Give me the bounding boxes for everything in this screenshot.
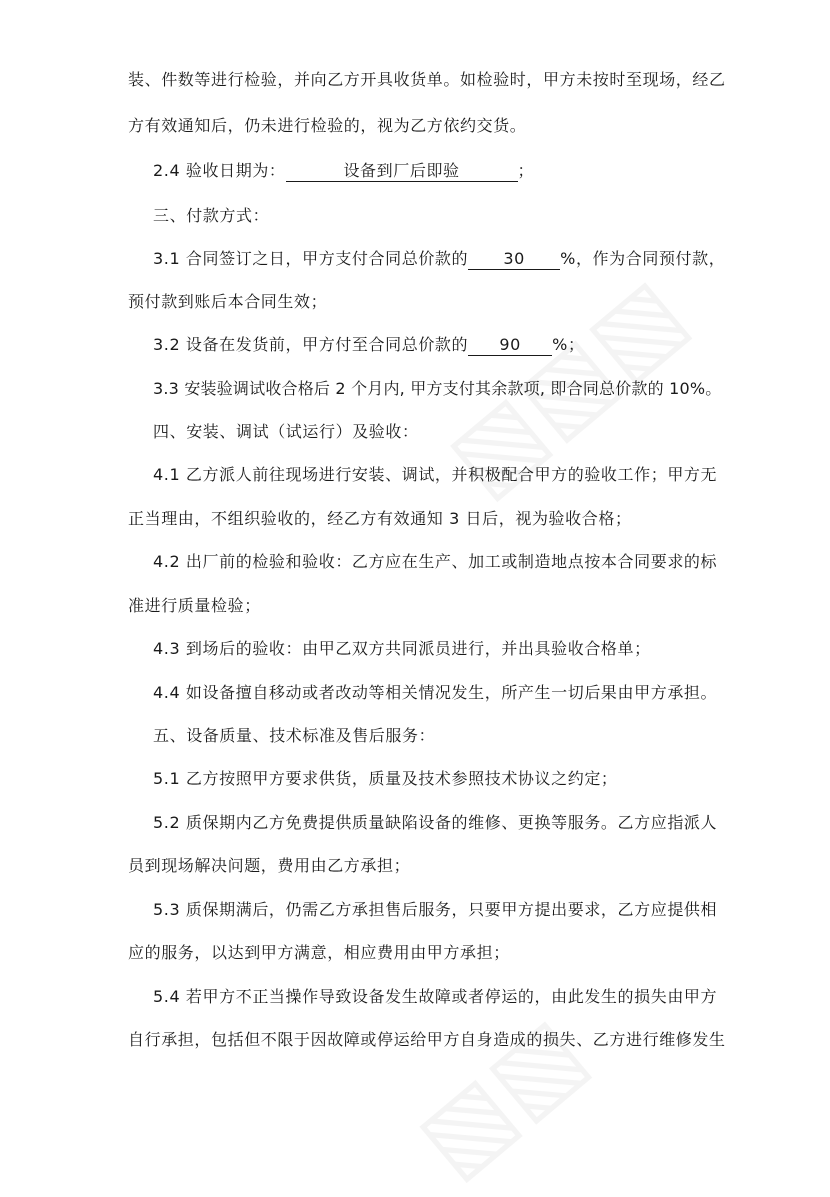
- clause-3-3: 3.3 安装验调试收合格后 2 个月内, 甲方支付其余款项, 即合同总价款的 10%。: [153, 379, 722, 398]
- paragraph-line: 员到现场解决问题，费用由乙方承担；: [128, 856, 411, 875]
- clause-5-2: 5.2 质保期内乙方免费提供质量缺陷设备的维修、更换等服务。乙方应指派人: [153, 813, 718, 832]
- paragraph-line: 准进行质量检验；: [128, 596, 261, 615]
- section-heading-5: 五、设备质量、技术标准及售后服务：: [153, 726, 436, 745]
- paragraph-line: 自行承担，包括但不限于因故障或停运给甲方自身造成的损失、乙方进行维修发生: [128, 1030, 726, 1049]
- clause-4-3: 4.3 到场后的验收：由甲乙双方共同派员进行，并出具验收合格单；: [153, 639, 651, 658]
- section-heading-3: 三、付款方式：: [153, 206, 270, 225]
- paragraph-line: 装、件数等进行检验，并向乙方开具收货单。如检验时，甲方未按时至现场，经乙: [128, 70, 726, 89]
- clause-2-4-label: 2.4 验收日期为：: [153, 161, 286, 180]
- clause-3-1-end: %，作为合同预付款，: [560, 249, 726, 268]
- paragraph-line: 正当理由，不组织验收的，经乙方有效通知 3 日后，视为验收合格；: [128, 509, 632, 528]
- shipment-percent-field: 90: [468, 335, 552, 356]
- clause-4-1: 4.1 乙方派人前往现场进行安装、调试，并积极配合甲方的验收工作；甲方无: [153, 465, 718, 484]
- clause-2-4: [153, 160, 534, 182]
- clause-2-4-end: ；: [517, 161, 535, 180]
- clause-5-3: 5.3 质保期满后，仍需乙方承担售后服务，只要甲方提出要求，乙方应提供相: [153, 900, 718, 919]
- clause-5-4: 5.4 若甲方不正当操作导致设备发生故障或者停运的，由此发生的损失由甲方: [153, 987, 718, 1006]
- clause-3-2-label: 3.2 设备在发货前，甲方付至合同总价款的: [153, 335, 469, 354]
- clause-3-2: [153, 334, 585, 356]
- acceptance-date-field: 设备到厂后即验: [286, 161, 518, 182]
- clause-4-4: 4.4 如设备擅自移动或者改动等相关情况发生，所产生一切后果由甲方承担。: [153, 683, 718, 702]
- clause-3-1: [153, 248, 725, 270]
- paragraph-line: 应的服务，以达到甲方满意，相应费用由甲方承担；: [128, 943, 510, 962]
- clause-4-2: 4.2 出厂前的检验和验收：乙方应在生产、加工或制造地点按本合同要求的标: [153, 552, 718, 571]
- paragraph-line: 预付款到账后本合同生效；: [128, 292, 328, 311]
- prepayment-percent-field: 30: [468, 249, 560, 270]
- watermark-logo-icon: [395, 995, 606, 1197]
- clause-3-2-end: %；: [552, 335, 585, 354]
- clause-5-1: 5.1 乙方按照甲方要求供货，质量及技术参照技术协议之约定；: [153, 769, 618, 788]
- paragraph-line: 方有效通知后，仍未进行检验的，视为乙方依约交货。: [128, 116, 527, 135]
- clause-3-1-label: 3.1 合同签订之日，甲方支付合同总价款的: [153, 249, 469, 268]
- section-heading-4: 四、安装、调试（试运行）及验收：: [153, 422, 419, 441]
